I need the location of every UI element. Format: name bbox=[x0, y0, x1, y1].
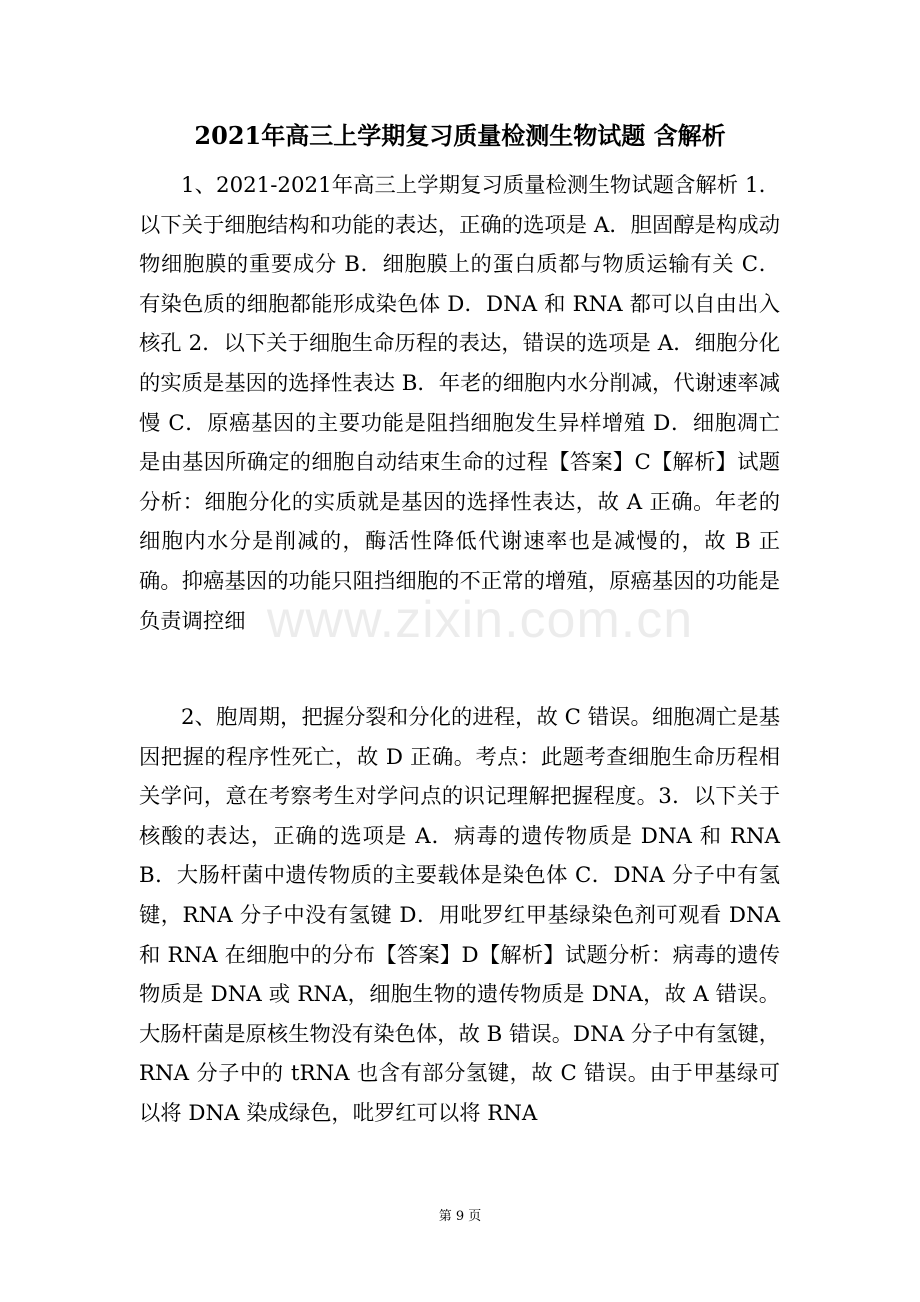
paragraph-2: 2、胞周期，把握分裂和分化的进程，故 C 错误。细胞凋亡是基因把握的程序性死亡，故 D 正确。考点：此题考查细胞生命历程相关学问，意在考察考生对学问点的识记理解把握程度。3．以下关于核酸的表达，正确的选项是 A．病毒的遗传物质是 DNA 和 RNAB．大肠杆菌中遗传物质的主要载体是染色体 C．DNA 分子中有氢键，RNA 分子中没有氢键 D．用吡罗红甲基绿染色剂可观看 DNA 和 RNA 在细胞中的分布【答案】D【解析】试题分析：病毒的遗传物质是 DNA 或 RNA，细胞生物的遗传物质是 DNA，故 A 错误。大肠杆菌是原核生物没有染色体，故 B 错误。DNA 分子中有氢键，RNA 分子中的 tRNA 也含有部分氢键，故 C 错误。由于甲基绿可以将 DNA 染成绿色，吡罗红可以将 RNA bbox=[139, 705, 780, 1126]
watermark: www.zixin.com.cn bbox=[266, 591, 694, 649]
document-title: 2021年高三上学期复习质量检测生物试题 含解析 bbox=[194, 121, 726, 150]
page-number: 第 9 页 bbox=[438, 1209, 482, 1224]
paragraph-1: 1、2021-2021年高三上学期复习质量检测生物试题含解析 1．以下关于细胞结构和功能的表达，正确的选项是 A．胆固醇是构成动物细胞膜的重要成分 B．细胞膜上的蛋白质都与物质运输有关 C．有染色质的细胞都能形成染色体 D．DNA 和 RNA 都可以自由出入核孔 2．以下关于细胞生命历程的表达，错误的选项是 A．细胞分化的实质是基因的选择性表达 B．年老的细胞内水分削减，代谢速率减慢 C．原癌基因的主要功能是阻挡细胞发生异样增殖 D．细胞凋亡是由基因所确定的细胞自动结束生命的过程【答案】C【解析】试题分析：细胞分化的实质就是基因的选择性表达，故 A 正确。年老的细胞内水分是削减的，酶活性降低代谢速率也是减慢的，故 B 正确。抑癌基因的功能只阻挡细胞的不正常的增殖，原癌基因的功能是负责调控细 bbox=[139, 173, 780, 634]
